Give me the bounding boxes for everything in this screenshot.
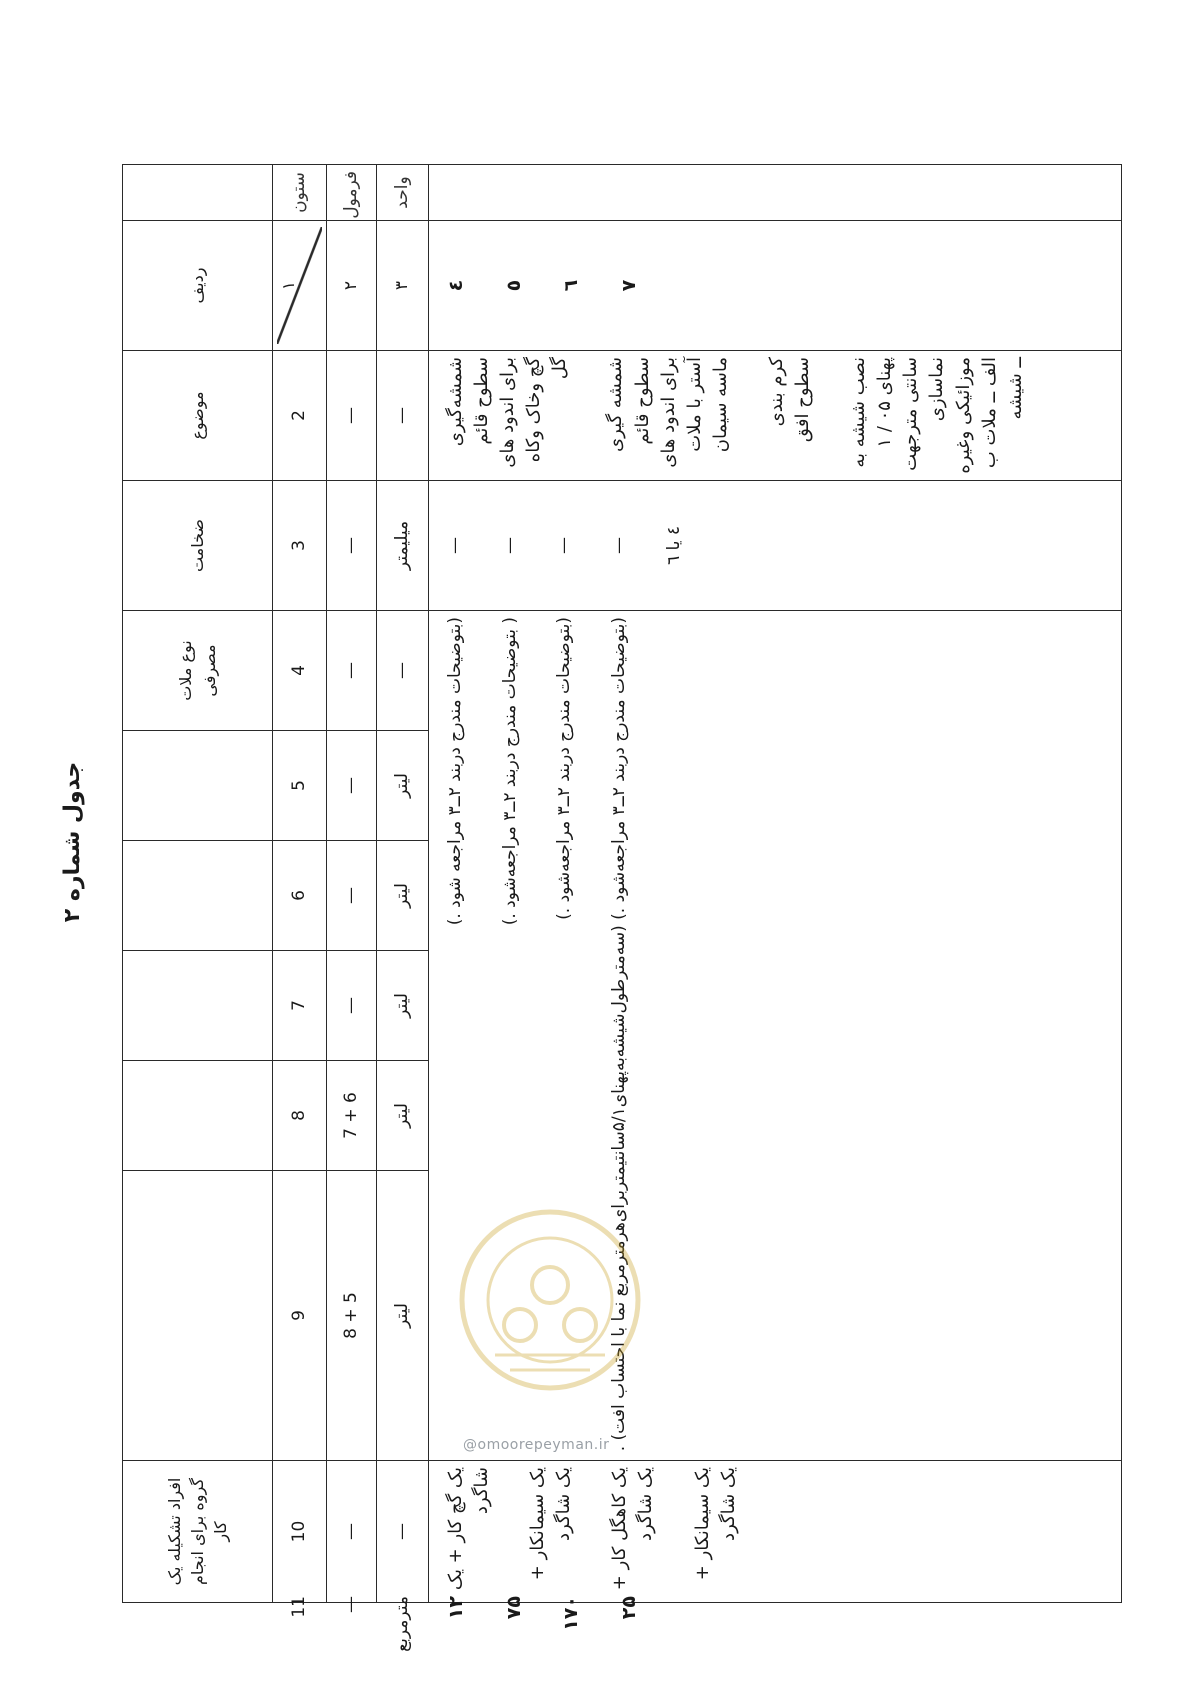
row-crew: یک سیمانکار + یک شاگرد (691, 1467, 739, 1581)
unit-cell: — (377, 611, 429, 731)
unit-row: واحد ۳ — میلیمتر — لیتر لیتر لیتر لیتر لیتر — مترمربع (377, 165, 429, 1603)
column-number-cell: 9 (273, 1171, 327, 1461)
unit-cell: لیتر (377, 1171, 429, 1461)
crew-column (429, 1461, 1122, 1603)
unit-cell: لیتر (377, 951, 429, 1061)
row-number-column (429, 221, 1122, 351)
row-description: شمشه گیری سطوح قائم برای اندود های آستر با ملات ماسه سیمان (605, 357, 731, 468)
row-label-column: ستون (273, 165, 327, 221)
unit-cell: میلیمتر (377, 481, 429, 611)
column-number-cell: 3 (273, 481, 327, 611)
formula-cell: — (327, 1461, 377, 1603)
formula-cell: ۲ (327, 221, 377, 351)
row-number: ٤ (445, 279, 467, 292)
row-label-spacer (429, 165, 1122, 221)
diagonal-split: ۱ (277, 227, 322, 344)
row-crew: یک کاهگل کار + یک شاگرد (609, 1467, 657, 1591)
row-description: نصب شیشه به پهنای ۰۵ / ۱ سانتی مترجهت نماسازی موزائیکی وغیره الف ــ ملات ب ــ شیشه (848, 357, 1026, 474)
table-caption: جدول شماره ۲ (60, 761, 85, 923)
row-thickness: — (499, 537, 520, 554)
formula-cell: 5 + 8 (327, 1171, 377, 1461)
column-number-cell: 2 (273, 351, 327, 481)
row-number: ۷ (617, 279, 640, 292)
row-description: کرم بندی سطوح افق (765, 357, 814, 443)
column-number-cell: 7 (273, 951, 327, 1061)
watermark-text: @omoorepeyman.ir (463, 1437, 610, 1453)
header-cell (123, 731, 273, 841)
header-cell (123, 951, 273, 1061)
column-number-cell: 5 (273, 731, 327, 841)
row-label-spacer (123, 165, 273, 221)
row-thickness: — (445, 537, 465, 554)
formula-cell: — (327, 611, 377, 731)
row-number: ٦ (560, 279, 583, 292)
formula-cell: — (327, 351, 377, 481)
unit-cell: لیتر (377, 1061, 429, 1171)
row-thickness-glass: ٤ یا ٦ (663, 526, 684, 565)
row-number: ٥ (502, 279, 525, 292)
row-thickness: — (554, 537, 575, 554)
column-number-cell: 10 (273, 1461, 327, 1603)
formula-cell: — (327, 481, 377, 611)
watermark-seal-icon (455, 1185, 645, 1415)
header-cell (123, 1171, 273, 1461)
row-note: (بتوضیحات مندرج دربند ۲ــ۳ مراجعه‌شود .) (554, 617, 575, 920)
unit-cell: ۳ (377, 221, 429, 351)
header-cell: نوع ملات مصرفی (123, 611, 273, 731)
row-label-formula: فرمول (327, 165, 377, 221)
formula-row: فرمول ۲ — — — — — — 6 + 7 5 + 8 — — (327, 165, 377, 1603)
row-crew: یک سیمانکار + یک شاگرد (527, 1467, 575, 1581)
row-note: (بتوضیحات مندرج دربند ۲ــ۳ مراجعه شود .) (445, 617, 465, 926)
table-body-row: ٤ ٥ ٦ ۷ شمشه‌گیری سطوح قائم برای اندود های گچ وخاک وکاه گل شمشه گیری سطوح قائم برای اندود های آستر با ملات ماسه سیمان کرم بندی سطوح افق نصب شیشه به پهنای ۰۵ / ۱ سانتی مترجهت نماسازی موزائیکی وغیره الف ــ ملات ب ــ شیشه — — — — ٤ یا ٦ (بتوضیحات مندرج دربند ۲ــ۳ مراجعه شود .) ( بتوضیحات مندرج دربند ۲ــ۳ مراجعه‌شود .) (بتوضیحات مندرج دربند ۲ــ۳ مراجعه‌شود .) (بتوضیحات مندرج دربند ۲ــ۳ مراجعه‌شود .) (سه‌مترطول‌شیشه‌به‌پهنای۵/۱سانتیمتربرای‌هرمترمربع نما با احتساب افت) . یک گچ کار + یک شاگرد یک سیمانکار + یک شاگرد یک کاهگل کار + یک شاگرد یک سیمانکار + یک شاگرد ۱۲ ۷۵ ۱۷۰ ۲۵ (429, 165, 1122, 1603)
column-number-cell (273, 221, 327, 351)
row-note: (بتوضیحات مندرج دربند ۲ــ۳ مراجعه‌شود .) (سه‌مترطول‌شیشه‌به‌پهنای۵/۱سانتیمتربرای‌هرمترمربع نما با احتساب افت) . (608, 617, 629, 1452)
column-number-cell: 8 (273, 1061, 327, 1171)
row-thickness: — (608, 537, 629, 554)
unit-cell: — (377, 1461, 429, 1603)
row-description: شمشه‌گیری سطوح قائم برای اندود های گچ وخاک وکاه گل (445, 357, 571, 468)
header-cell: موضوع (123, 351, 273, 481)
row-label-unit: واحد (377, 165, 429, 221)
header-row (123, 165, 273, 1603)
thickness-column (429, 481, 1122, 611)
unit-cell: — (377, 351, 429, 481)
formula-cell: — (327, 951, 377, 1061)
header-cell: ضخامت (123, 481, 273, 611)
formula-cell: — (327, 841, 377, 951)
header-cell (123, 1061, 273, 1171)
formula-cell: 6 + 7 (327, 1061, 377, 1171)
header-cell: ردیف (123, 221, 273, 351)
formula-cell: — (327, 731, 377, 841)
unit-cell: لیتر (377, 731, 429, 841)
column-number-row: ستون ۱ 2 3 4 5 6 7 8 9 10 11 (273, 165, 327, 1603)
column-number-cell: 4 (273, 611, 327, 731)
header-cell: افراد تشکیله یک گروه برای انجام کار (123, 1461, 273, 1603)
unit-cell: لیتر (377, 841, 429, 951)
description-column (429, 351, 1122, 481)
header-cell (123, 841, 273, 951)
row-note: ( بتوضیحات مندرج دربند ۲ــ۳ مراجعه‌شود .) (499, 617, 520, 926)
row-crew: یک گچ کار + یک شاگرد (445, 1467, 493, 1591)
column-number-cell: 6 (273, 841, 327, 951)
